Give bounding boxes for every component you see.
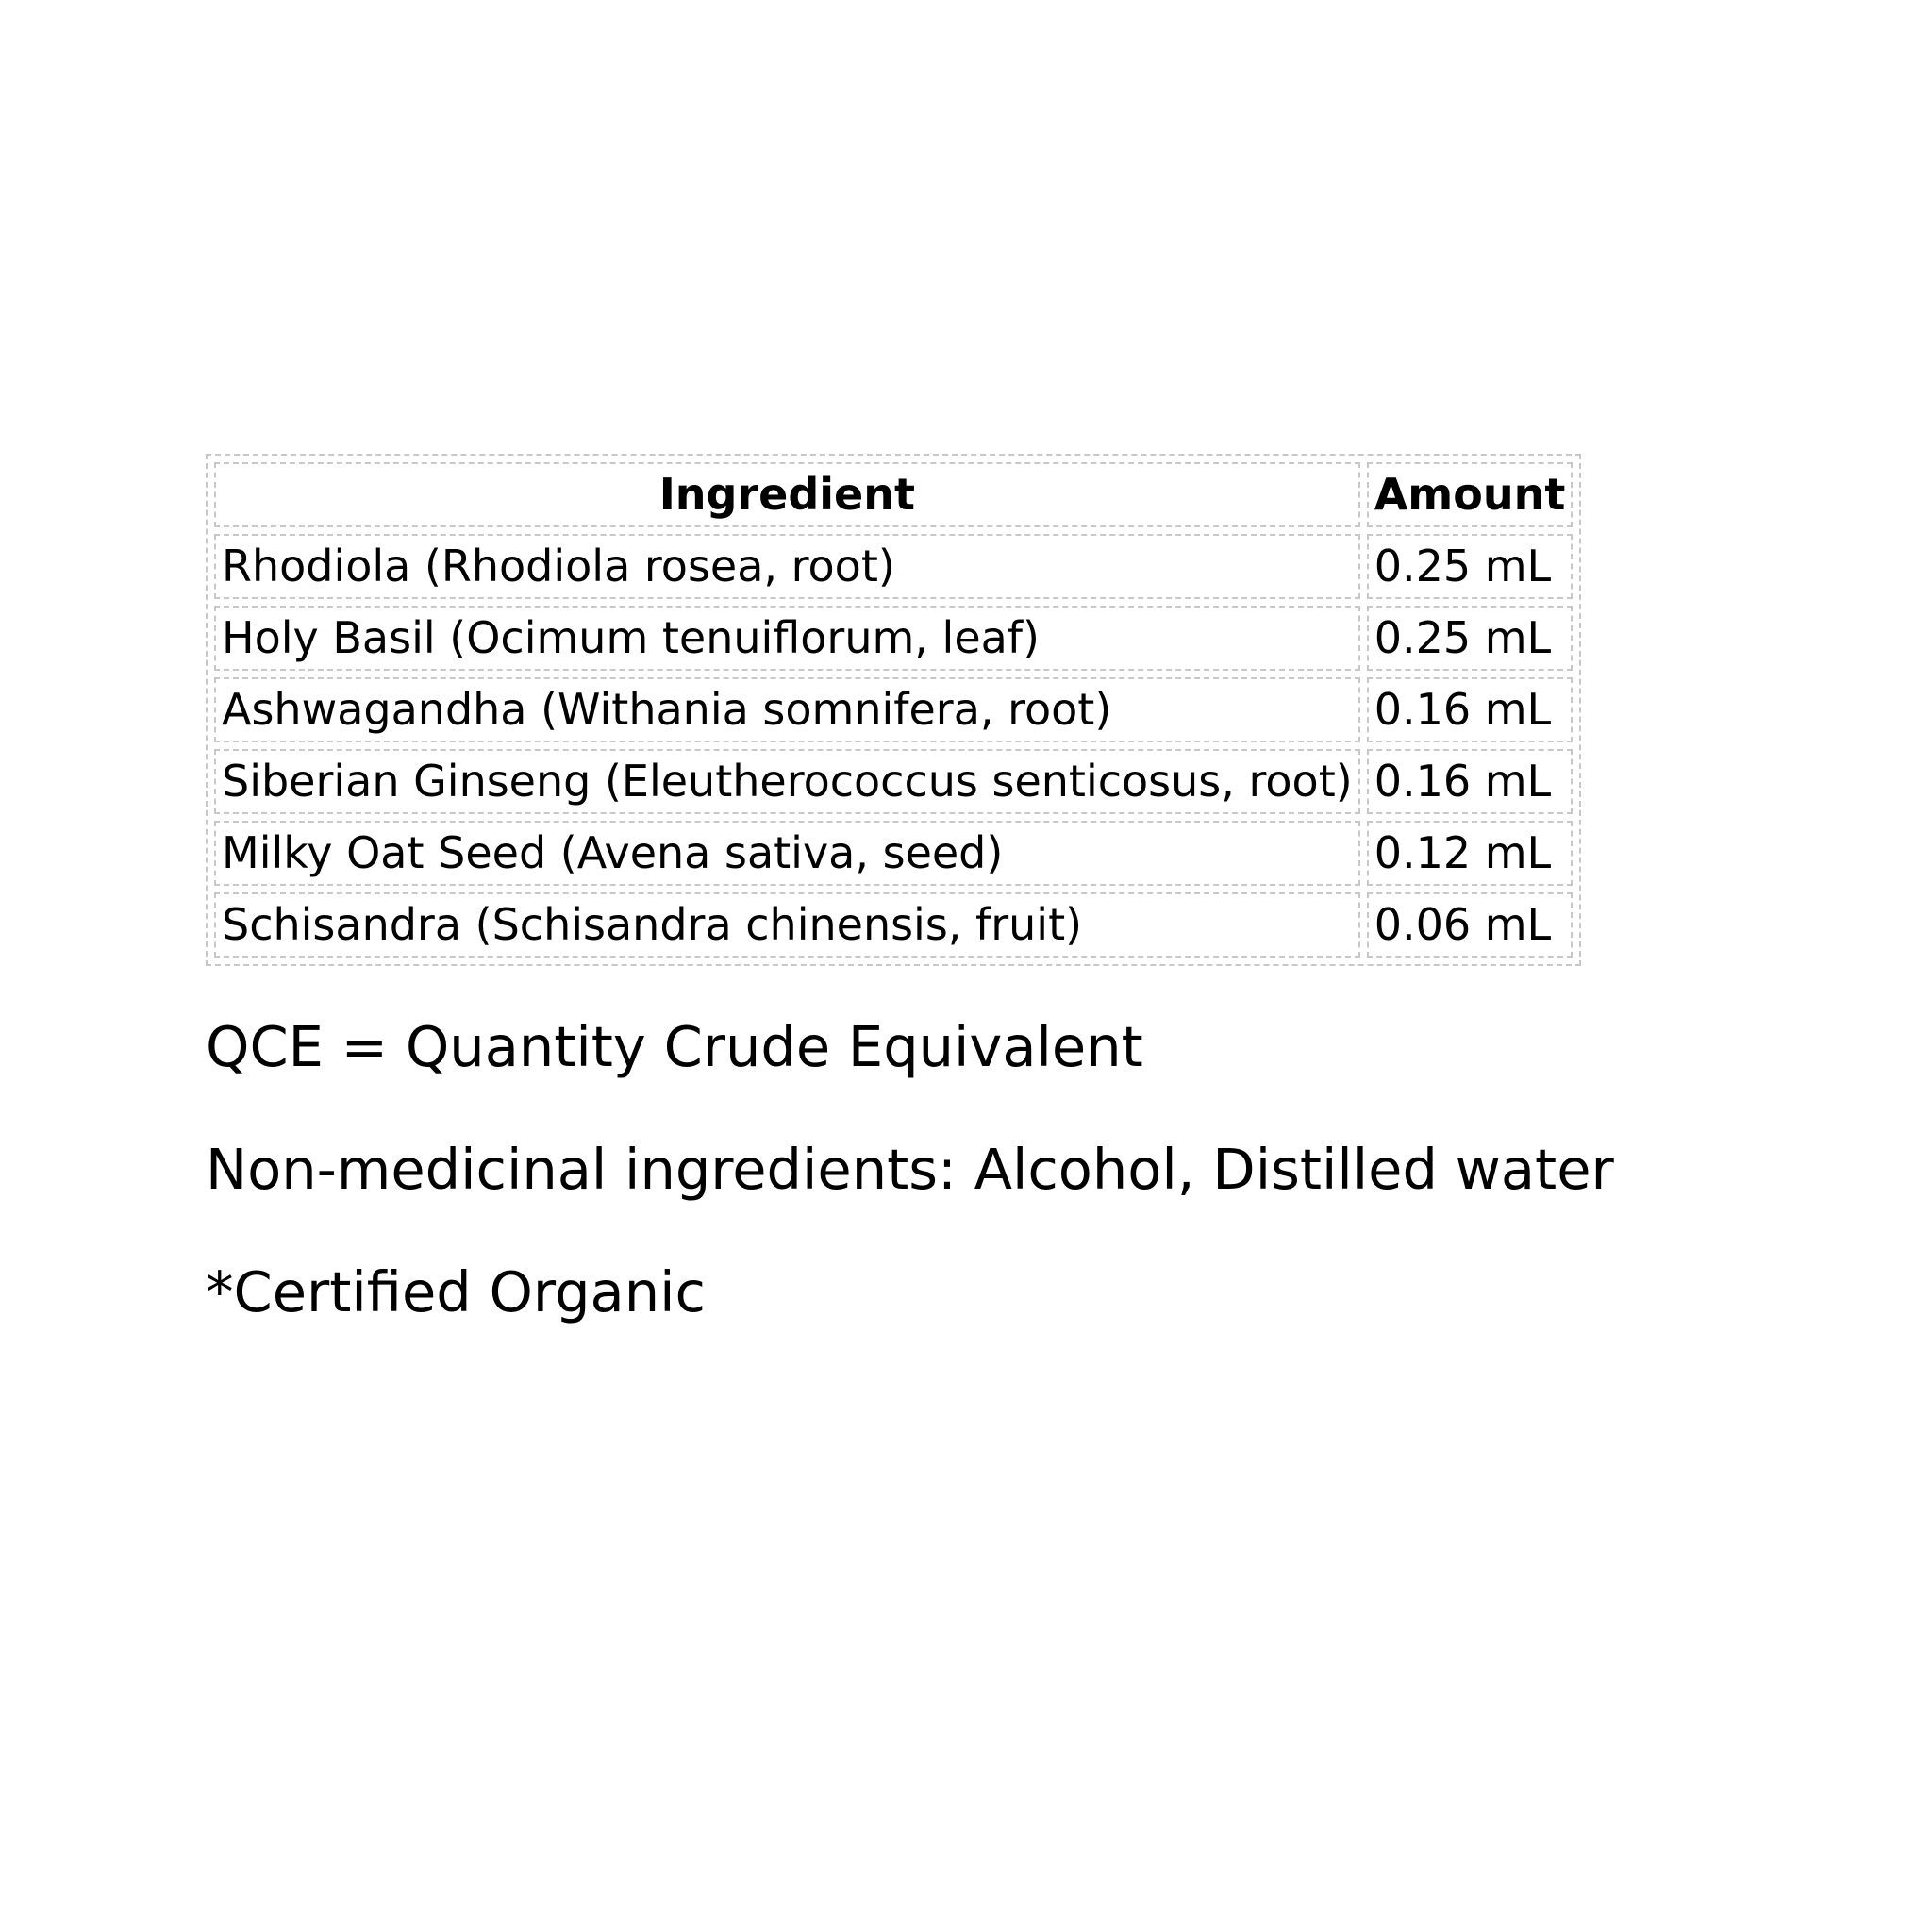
table-row <box>214 534 1573 599</box>
amount-cell: 0.25 mL <box>1367 534 1574 599</box>
notes-section <box>206 1014 1614 1381</box>
amount-cell: 0.06 mL <box>1367 892 1574 958</box>
table-row <box>214 892 1573 958</box>
table-row <box>214 749 1573 814</box>
ingredient-cell: Ashwagandha (Withania somnifera, root) <box>214 677 1360 742</box>
table-row <box>214 821 1573 886</box>
ingredient-cell: Rhodiola (Rhodiola rosea, root) <box>214 534 1360 599</box>
ingredient-cell: Schisandra (Schisandra chinensis, fruit) <box>214 892 1360 958</box>
ingredients-table <box>206 454 1581 966</box>
ingredient-cell: Siberian Ginseng (Eleutherococcus senticosus, root) <box>214 749 1360 814</box>
amount-cell: 0.16 mL <box>1367 677 1574 742</box>
table-row <box>214 606 1573 671</box>
ingredients-table-wrapper <box>206 454 1581 966</box>
amount-cell: 0.25 mL <box>1367 606 1574 671</box>
table-header-row <box>214 462 1573 527</box>
ingredient-cell: Milky Oat Seed (Avena sativa, seed) <box>214 821 1360 886</box>
non-medicinal-note: Non-medicinal ingredients: Alcohol, Distilled water <box>206 1136 1614 1202</box>
header-ingredient: Ingredient <box>214 462 1360 527</box>
qce-note: QCE = Quantity Crude Equivalent <box>206 1014 1143 1079</box>
ingredient-cell: Holy Basil (Ocimum tenuiflorum, leaf) <box>214 606 1360 671</box>
header-amount: Amount <box>1367 462 1574 527</box>
table-row <box>214 677 1573 742</box>
amount-cell: 0.12 mL <box>1367 821 1574 886</box>
certified-organic-note: *Certified Organic <box>206 1258 706 1324</box>
amount-cell: 0.16 mL <box>1367 749 1574 814</box>
